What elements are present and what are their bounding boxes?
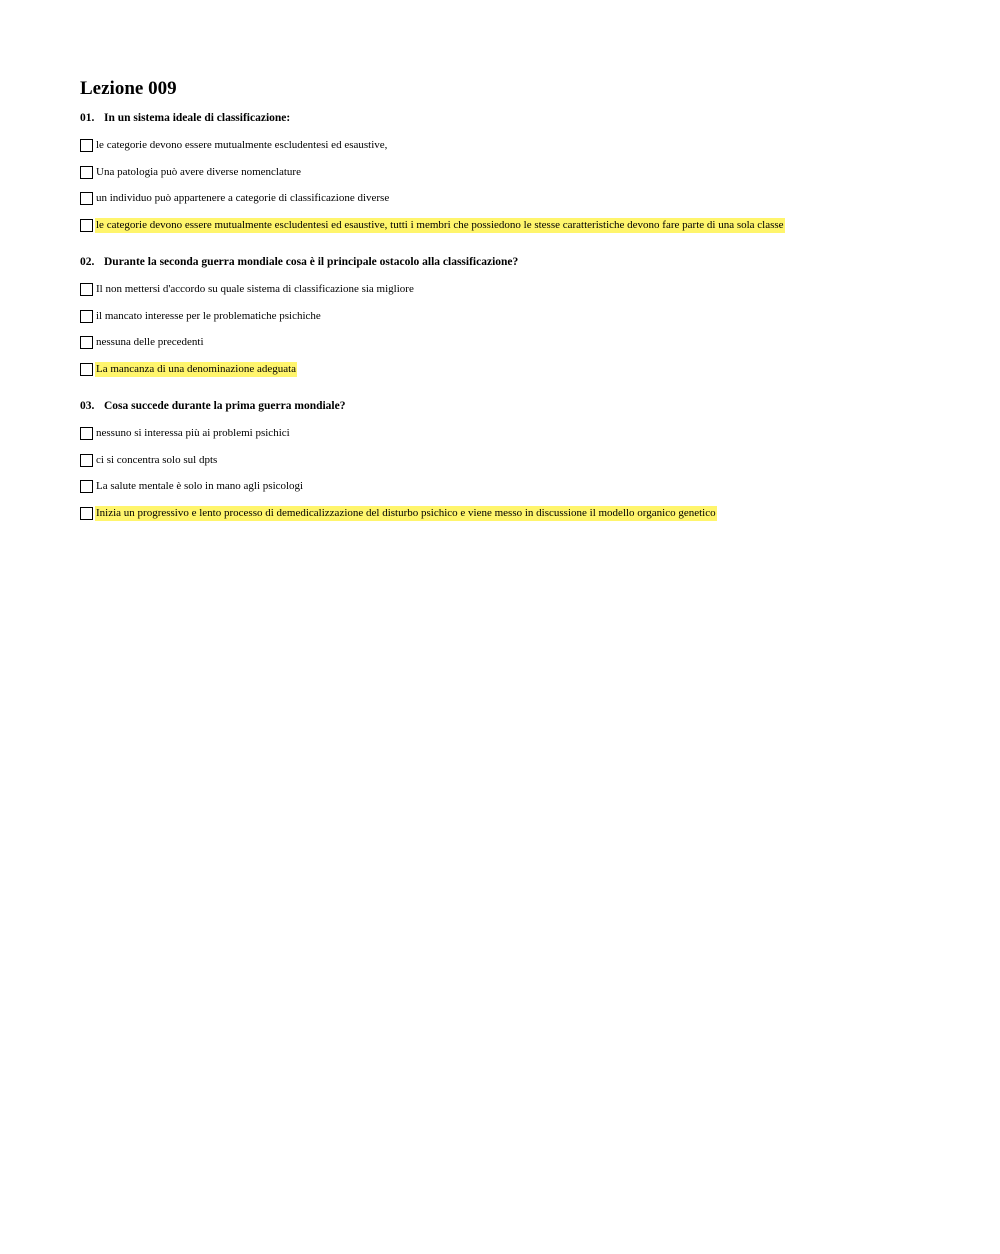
question-block	[80, 109, 960, 233]
answer-checkbox[interactable]	[80, 283, 93, 296]
answer-checkbox[interactable]	[80, 166, 93, 179]
question-heading	[80, 109, 960, 127]
question-number: 03.	[80, 400, 95, 412]
answer-text: Il non mettersi d'accordo su quale sistema di classificazione sia migliore	[96, 283, 414, 295]
answer-option-highlighted	[80, 361, 960, 377]
question-text: Durante la seconda guerra mondiale cosa è il principale ostacolo alla classificazione?	[104, 256, 519, 268]
answer-text: il mancato interesse per le problematiche psichiche	[96, 309, 321, 322]
answer-text: La salute mentale è solo in mano agli psicologi	[96, 480, 304, 492]
answer-option	[80, 479, 960, 495]
question-block	[80, 397, 960, 521]
answer-text: Inizia un progressivo e lento processo di demedicalizzazione del disturbo psichico e viene messo in discussione il modello organico genetico	[96, 506, 716, 519]
answer-option-highlighted	[80, 217, 960, 233]
answer-text: ci si concentra solo sul dpts	[96, 453, 218, 466]
answer-option-highlighted	[80, 505, 960, 521]
answer-checkbox[interactable]	[80, 480, 93, 493]
answer-checkbox[interactable]	[80, 454, 93, 467]
answer-option	[80, 426, 960, 442]
answer-text: Una patologia può avere diverse nomenclature	[96, 165, 301, 178]
question-number: 02.	[80, 256, 95, 268]
question-heading	[80, 397, 960, 415]
answer-checkbox[interactable]	[80, 427, 93, 440]
answer-text: La mancanza di una denominazione adeguata	[96, 362, 297, 375]
answer-checkbox[interactable]	[80, 363, 93, 376]
answer-option	[80, 308, 960, 324]
answer-checkbox[interactable]	[80, 139, 93, 152]
answer-option	[80, 282, 960, 298]
quiz-page	[80, 76, 960, 521]
answer-checkbox[interactable]	[80, 192, 93, 205]
answer-checkbox[interactable]	[80, 507, 93, 520]
answer-text: nessuno si interessa più ai problemi psichici	[96, 427, 290, 439]
answer-option	[80, 138, 960, 154]
question-text: In un sistema ideale di classificazione:	[104, 112, 291, 124]
question-heading	[80, 253, 960, 271]
answer-text: le categorie devono essere mutualmente escludentesi ed esaustive,	[96, 139, 388, 151]
lesson-title: Lezione 009	[80, 78, 177, 99]
question-number: 01.	[80, 112, 95, 124]
question-block	[80, 253, 960, 377]
answer-text: le categorie devono essere mutualmente escludentesi ed esaustive, tutti i membri che possiedono le stesse caratteristiche devono fare parte di una sola classe	[96, 218, 784, 231]
answer-text: nessuna delle precedenti	[96, 336, 204, 348]
answer-option	[80, 164, 960, 180]
answer-option	[80, 191, 960, 207]
question-text: Cosa succede durante la prima guerra mondiale?	[104, 400, 346, 412]
answer-text: un individuo può appartenere a categorie di classificazione diverse	[96, 192, 390, 204]
answer-checkbox[interactable]	[80, 310, 93, 323]
answer-option	[80, 452, 960, 468]
answer-checkbox[interactable]	[80, 336, 93, 349]
answer-option	[80, 335, 960, 351]
answer-checkbox[interactable]	[80, 219, 93, 232]
